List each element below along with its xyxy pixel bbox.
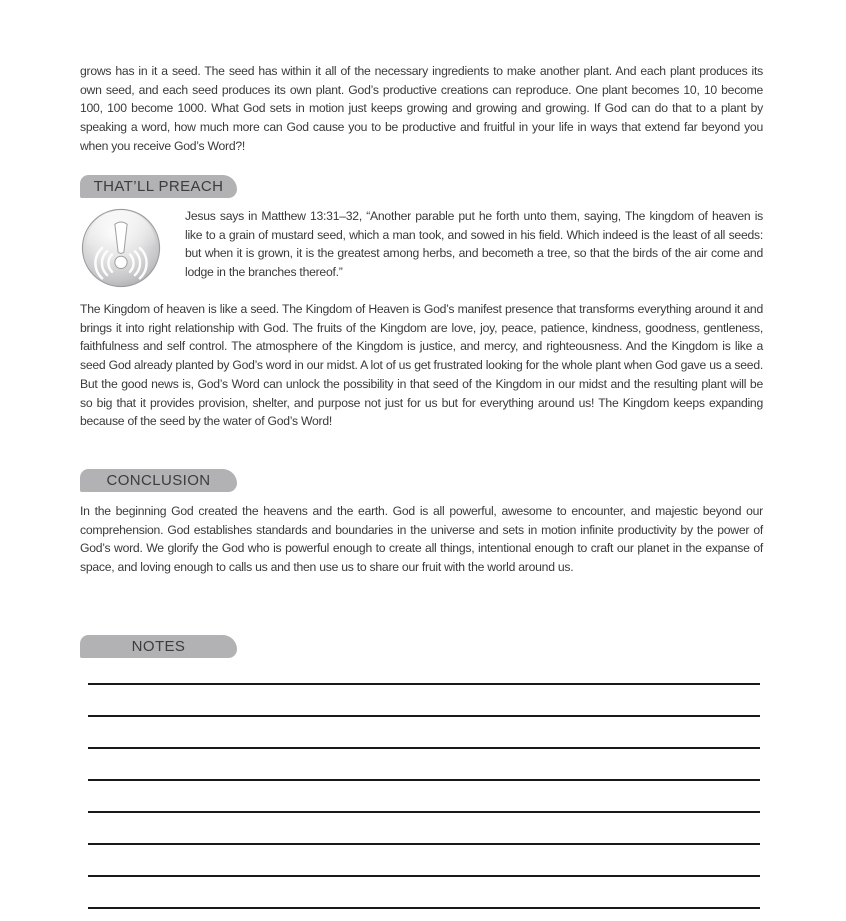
conclusion-paragraph: In the beginning God created the heavens and the earth. God is all powerful, awesome to encounter, and majestic beyond our comprehension. God establishes standards and boundaries in the universe and sets in motion infinite productivity by the power of God’s word. We glorify the God who is powerful enough to create all things, intentional enough to craft our planet in the expanse of space, and loving enough to calls us and then use us to share our fruit with the world around us. <box>80 504 763 575</box>
note-line <box>88 875 760 877</box>
preach-block <box>80 207 763 289</box>
note-line <box>88 843 760 845</box>
exclamation-broadcast-icon <box>80 207 162 289</box>
note-line <box>88 779 760 781</box>
note-line <box>88 747 760 749</box>
kingdom-paragraph: The Kingdom of heaven is like a seed. The Kingdom of Heaven is God’s manifest presence that transforms everything around it and brings it into right relationship with God. The fruits of the Kingdom are love, joy, peace, patience, kindness, goodness, gentleness, faithfulness and self control. The atmosphere of the Kingdom is justice, and mercy, and righteousness. And the Kingdom is like a seed God already planted by God’s word in our midst. A lot of us get frustrated looking for the whole plant when God gave us a seed. But the good news is, God’s Word can unlock the possibility in that seed of the Kingdom in our midst and the resulting plant will be so big that it provides provision, shelter, and purpose not just for us but for everything around us! The Kingdom keeps expanding because of the seed by the water of God’s Word! <box>80 302 763 429</box>
page-content <box>80 0 763 921</box>
note-line <box>88 683 760 685</box>
note-line <box>88 715 760 717</box>
note-line <box>88 811 760 813</box>
note-line <box>88 907 760 909</box>
section-tab-thatll-preach: THAT’LL PREACH <box>80 175 237 198</box>
notes-lines <box>88 683 760 909</box>
scripture-quote-paragraph: Jesus says in Matthew 13:31–32, “Another parable put he forth unto them, saying, The kingdom of heaven is like to a grain of mustard seed, which a man took, and sowed in his field. Which indeed is the least of all seeds: but when it is grown, it is the greatest among herbs, and becometh a tree, so that the birds of the air come and lodge in the branches thereof.” <box>185 209 763 280</box>
section-tab-conclusion: CONCLUSION <box>80 469 237 492</box>
intro-paragraph: grows has in it a seed. The seed has within it all of the necessary ingredients to make another plant. And each plant produces its own seed, and each seed produces its own plant. God’s productive creations can reproduce. One plant becomes 10, 10 become 100, 100 become 1000. What God sets in motion just keeps growing and growing and growing. If God can do that to a plant by speaking a word, how much more can God cause you to be productive and fruitful in your life in ways that extend far beyond you when you receive God’s Word?! <box>80 64 763 153</box>
section-tab-notes: NOTES <box>80 635 237 658</box>
